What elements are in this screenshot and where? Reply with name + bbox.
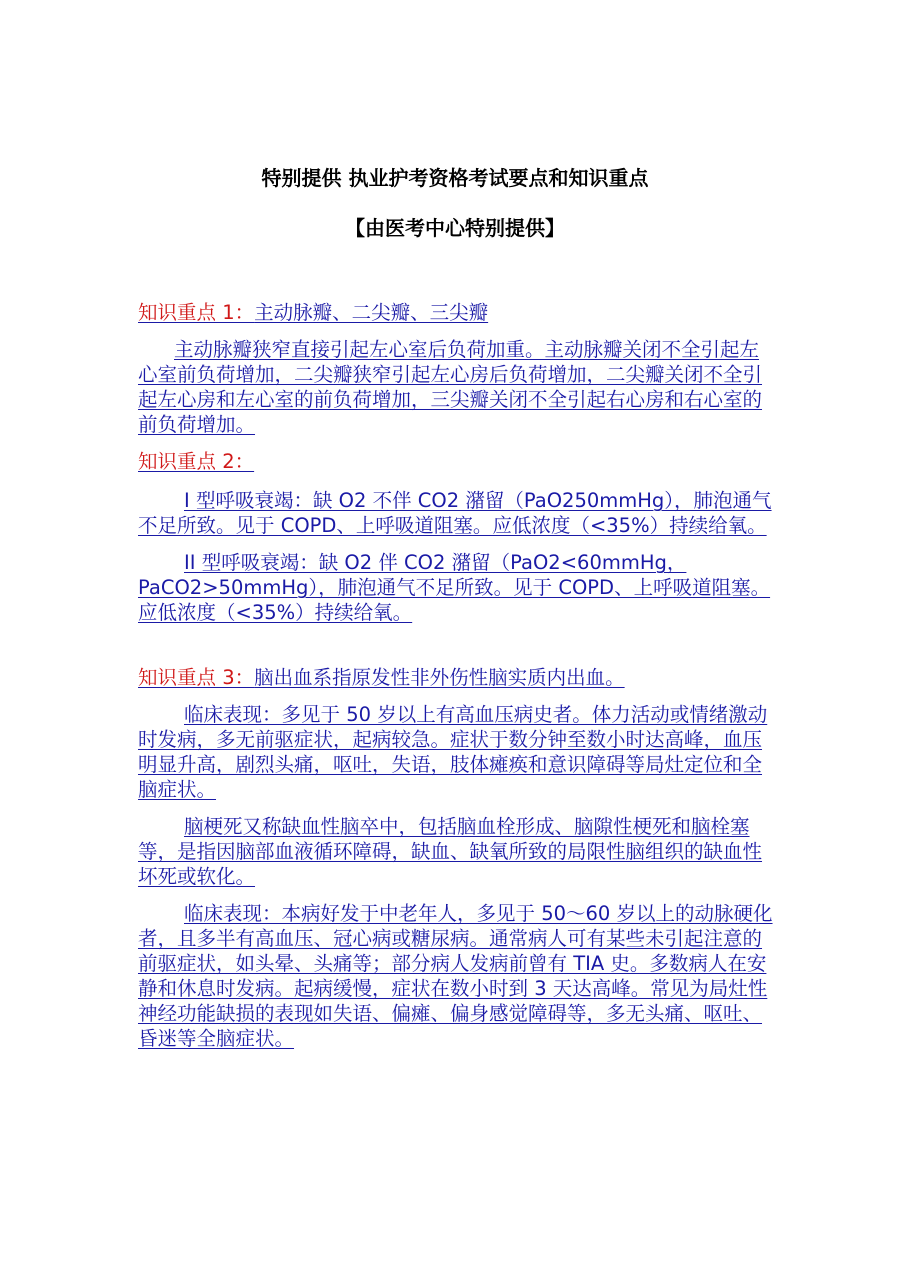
paragraph-text: 临床表现：多见于 50 岁以上有高血压病史者。体力活动或情绪激动时发病，多无前驱症状，起病较急。症状于数分钟至数小时达高峰，血压明显升高，剧烈头痛，呕吐，失语，肢体瘫痪和意识障碍等局灶定位和全脑症状。 <box>138 703 768 801</box>
section-3-label: 知识重点 3： <box>138 666 255 689</box>
section-2-heading <box>138 449 778 474</box>
section-2-label: 知识重点 2： <box>138 450 255 473</box>
section-3-paragraph-3 <box>138 901 778 1051</box>
section-3-heading <box>138 665 778 690</box>
section-2-paragraph-2 <box>138 550 778 625</box>
section-3-paragraph-1 <box>138 702 778 802</box>
paragraph-text: I 型呼吸衰竭：缺 O2 不伴 CO2 潴留（PaO250mmHg），肺泡通气不足所致。见于 COPD、上呼吸道阻塞。应低浓度（<35%）持续给氧。 <box>138 489 772 537</box>
section-spacer <box>138 637 778 665</box>
paragraph-text: II 型呼吸衰竭：缺 O2 伴 CO2 潴留（PaO2<60mmHg，PaCO2>50mmHg），肺泡通气不足所致。见于 COPD、上呼吸道阻塞。应低浓度（<35%）持续给氧。 <box>138 551 771 624</box>
document-body <box>138 300 778 1063</box>
paragraph-text: 临床表现：本病好发于中老年人，多见于 50～60 岁以上的动脉硬化者，且多半有高血压、冠心病或糖尿病。通常病人可有某些未引起注意的前驱症状，如头晕、头痛等；部分病人发病前曾有 TIA 史。多数病人在安静和休息时发病。起病缓慢，症状在数小时到 3 天达高峰。常见为局灶性神经功能缺损的表现如失语、偏瘫、偏身感觉障碍等，多无头痛、呕吐、昏迷等全脑症状。 <box>138 902 773 1050</box>
section-1-paragraph-1 <box>138 337 778 437</box>
paragraph-text: 脑梗死又称缺血性脑卒中，包括脑血栓形成、脑隙性梗死和脑栓塞等，是指因脑部血液循环障碍，缺血、缺氧所致的局限性脑组织的缺血性坏死或软化。 <box>138 815 763 888</box>
document-title: 特别提供 执业护考资格考试要点和知识重点 <box>261 166 649 190</box>
section-3-heading-text: 脑出血系指原发性非外伤性脑实质内出血。 <box>254 666 625 689</box>
section-3-paragraph-2 <box>138 814 778 889</box>
section-1-heading <box>138 300 778 325</box>
document-subtitle: 【由医考中心特别提供】 <box>345 216 565 240</box>
section-1-heading-text: 主动脉瓣、二尖瓣、三尖瓣 <box>254 301 489 324</box>
section-2-paragraph-1 <box>138 488 778 538</box>
paragraph-text: 主动脉瓣狭窄直接引起左心室后负荷加重。主动脉瓣关闭不全引起左心室前负荷增加，二尖瓣狭窄引起左心房后负荷增加，二尖瓣关闭不全引起左心房和左心室的前负荷增加，三尖瓣关闭不全引起右心房和右心室的前负荷增加。 <box>138 338 763 436</box>
section-1-label: 知识重点 1： <box>138 301 255 324</box>
